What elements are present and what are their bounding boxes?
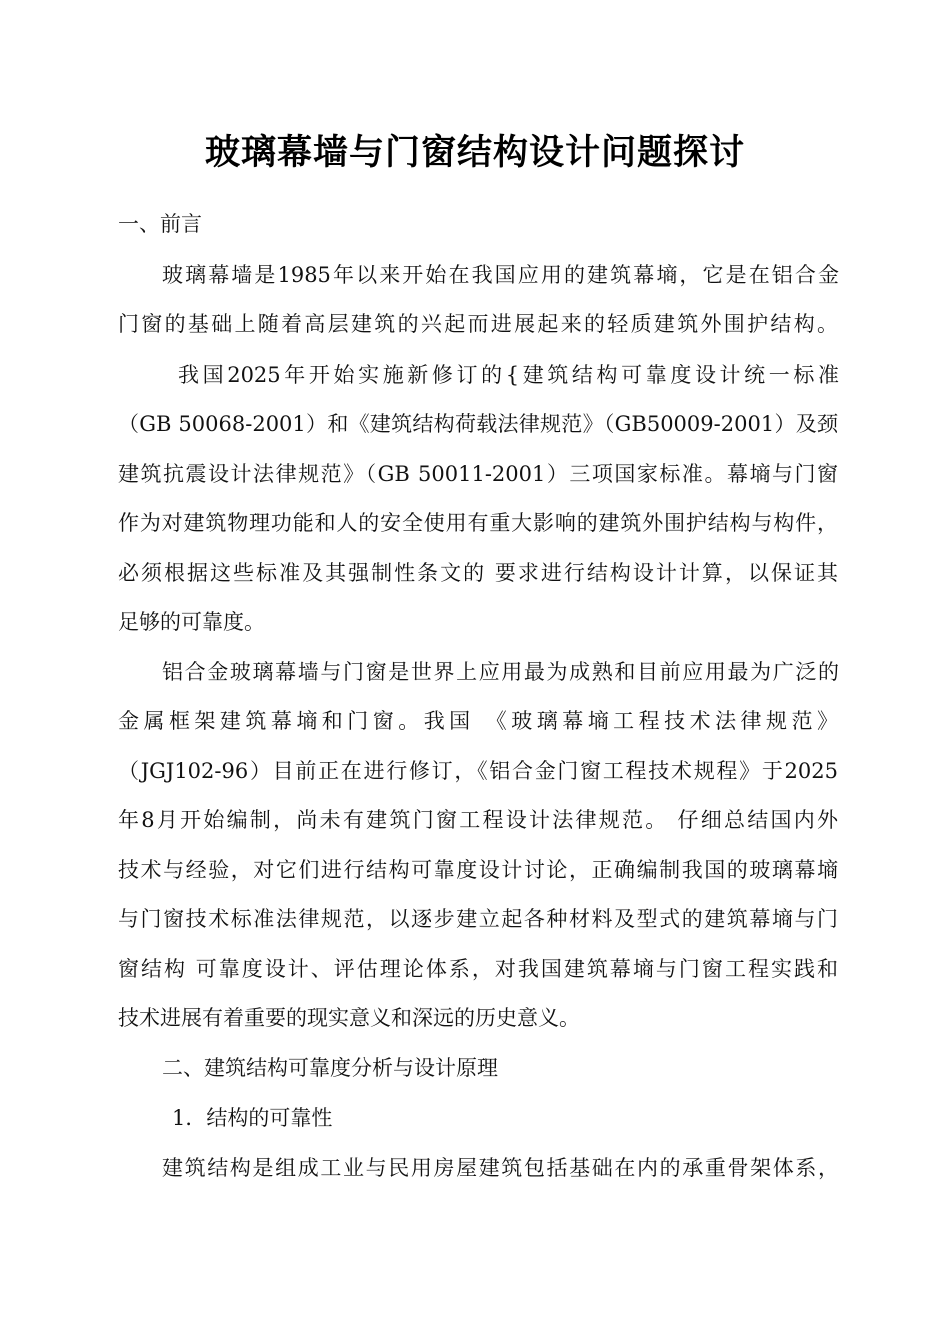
document-title: 玻璃幕墙与门窗结构设计问题探讨 xyxy=(204,133,745,173)
subsection-heading-structural-reliability: 1．结构的可靠性 xyxy=(172,1106,333,1130)
paragraph-line: 作为对建筑物理功能和人的安全使用有重大影响的建筑外围护结构与构件， xyxy=(118,511,838,535)
paragraph-line: （JGJ102-96）目前正在进行修订，《铝合金门窗工程技术规程》于2025 xyxy=(118,759,838,783)
paragraph-line: 与门窗技术标准法律规范，以逐步建立起各种材料及型式的建筑幕墒与门 xyxy=(118,907,838,931)
paragraph-line: 必须根据这些标准及其强制性条文的 要求进行结构设计计算，以保证其 xyxy=(118,561,838,585)
paragraph-line: 窗结构 可靠度设计、评估理论体系，对我国建筑幕墒与门窗工程实践和 xyxy=(118,957,838,981)
section-heading-preface: 一、前言 xyxy=(118,212,202,236)
paragraph-line: 建筑抗震设计法律规范》（GB 50011-2001）三项国家标准。幕墒与门窗 xyxy=(118,462,838,486)
paragraph-line: 我国2025年开始实施新修订的{建筑结构可靠度设计统一标准 xyxy=(178,363,839,387)
paragraph-line: 足够的可靠度。 xyxy=(118,610,265,634)
paragraph-line: 年8月开始编制，尚未有建筑门窗工程设计法律规范。 仔细总结国内外 xyxy=(118,808,838,832)
paragraph-line: 玻璃幕墙是1985年以来开始在我国应用的建筑幕墒，它是在铝合金 xyxy=(162,263,839,287)
paragraph-line: 门窗的基础上随着高层建筑的兴起而进展起来的轻质建筑外围护结构。 xyxy=(118,312,838,336)
paragraph-line: 铝合金玻璃幕墙与门窗是世界上应用最为成熟和目前应用最为广泛的 xyxy=(162,660,839,684)
paragraph-line: 金属框架建筑幕墒和门窗。我国 《玻璃幕墒工程技术法律规范》 xyxy=(118,709,838,733)
paragraph-line: 建筑结构是组成工业与民用房屋建筑包括基础在内的承重骨架体系， xyxy=(162,1156,839,1180)
paragraph-line: 技术与经验，对它们进行结构可靠度设计讨论，正确编制我国的玻璃幕墒 xyxy=(118,858,838,882)
paragraph-line: （GB 50068-2001）和《建筑结构荷载法律规范》（GB50009-2001）及颈 xyxy=(118,412,838,436)
paragraph-line: 技术进展有着重要的现实意义和深远的历史意义。 xyxy=(118,1006,580,1030)
section-heading-reliability-analysis: 二、建筑结构可靠度分析与设计原理 xyxy=(162,1056,498,1080)
